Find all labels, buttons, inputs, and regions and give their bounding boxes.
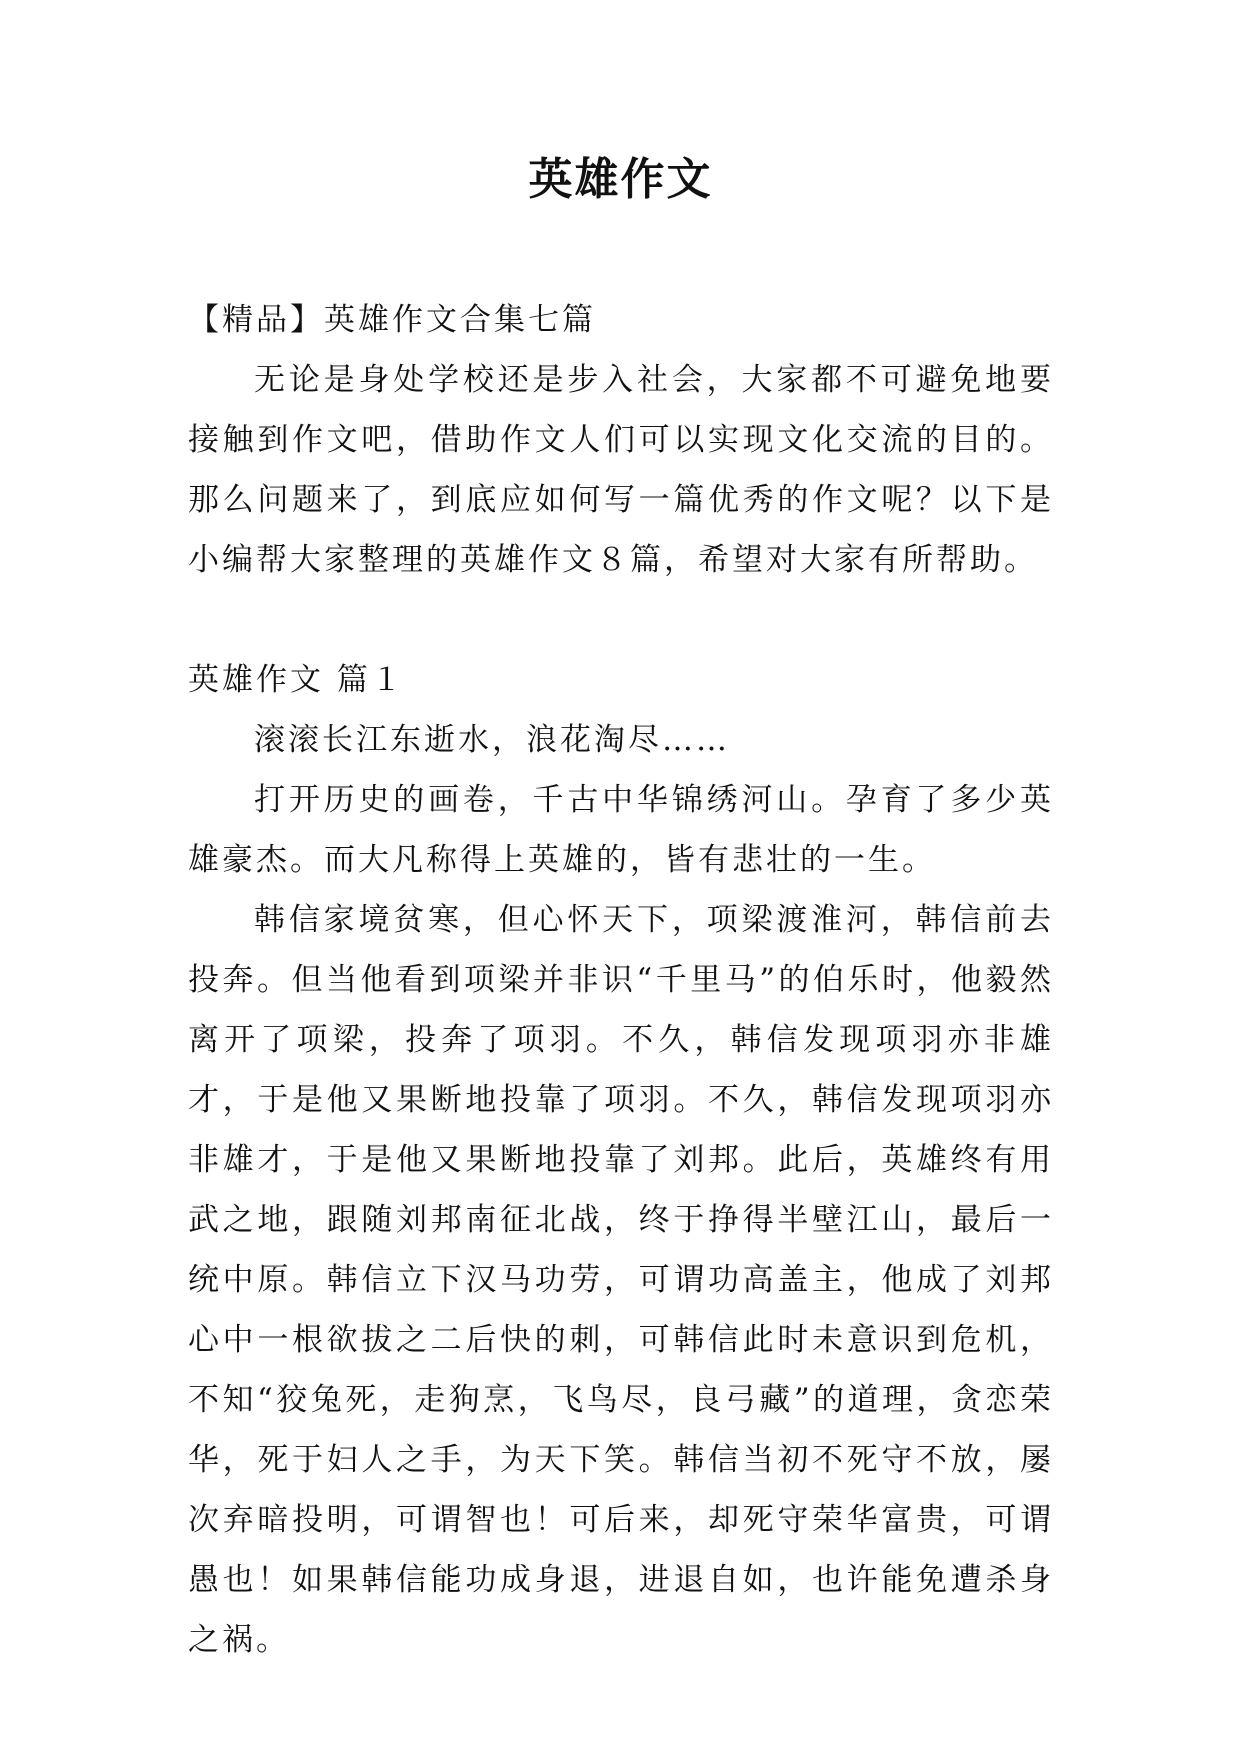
document-title: 英雄作文	[528, 154, 713, 205]
body-paragraph: 滚滚长江东逝水，浪花淘尽……	[254, 722, 730, 758]
document-subtitle: 【精品】英雄作文合集七篇	[188, 302, 596, 338]
intro-paragraph: 无论是身处学校还是步入社会，大家都不可避免地要接触到作文吧，借助作文人们可以实现文化交流的目的。那么问题来了，到底应如何写一篇优秀的作文呢？以下是小编帮大家整理的英雄作文８篇，希望对大家有所帮助。	[188, 362, 1054, 578]
section-spacer	[188, 590, 1054, 650]
document-body	[188, 290, 1054, 1670]
body-paragraph: 韩信家境贫寒，但心怀天下，项梁渡淮河，韩信前去投奔。但当他看到项梁并非识“千里马”的伯乐时，他毅然离开了项梁，投奔了项羽。不久，韩信发现项羽亦非雄才，于是他又果断地投靠了项羽。不久，韩信发现项羽亦非雄才，于是他又果断地投靠了刘邦。此后，英雄终有用武之地，跟随刘邦南征北战，终于挣得半壁江山，最后一统中原。韩信立下汉马功劳，可谓功高盖主，他成了刘邦心中一根欲拔之二后快的刺，可韩信此时未意识到危机，不知“狡兔死，走狗烹，飞鸟尽，良弓藏”的道理，贪恋荣华，死于妇人之手，为天下笑。韩信当初不死守不放，屡次弃暗投明，可谓智也！可后来，却死守荣华富贵，可谓愚也！如果韩信能功成身退，进退自如，也许能免遭杀身之祸。	[188, 902, 1054, 1658]
body-paragraph: 打开历史的画卷，千古中华锦绣河山。孕育了多少英雄豪杰。而大凡称得上英雄的，皆有悲壮的一生。	[188, 782, 1054, 878]
section-heading: 英雄作文 篇１	[188, 662, 405, 698]
